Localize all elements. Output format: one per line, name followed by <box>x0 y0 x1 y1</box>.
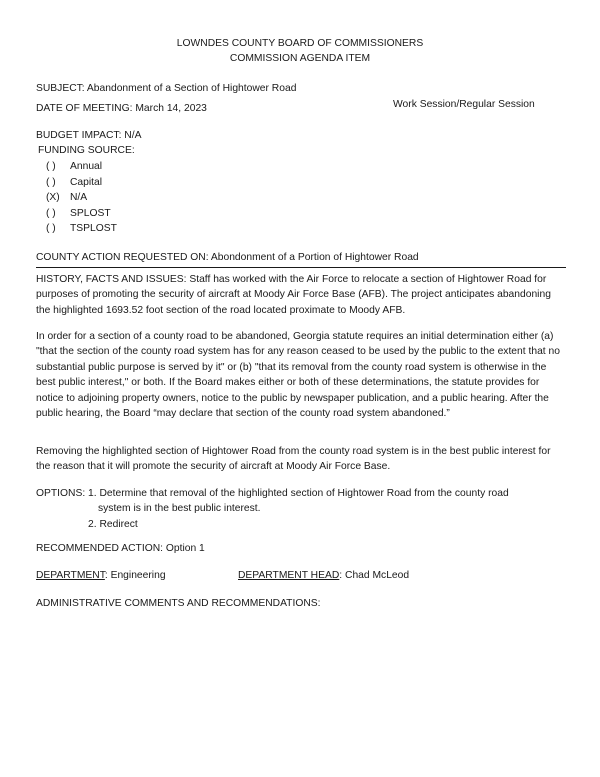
department-head-value: : Chad McLeod <box>339 570 410 581</box>
funding-source-options <box>46 159 117 237</box>
option-2: 2. Redirect <box>88 518 138 530</box>
funding-source-label: FUNDING SOURCE: <box>38 145 135 156</box>
funding-option-label: Capital <box>70 176 103 188</box>
funding-option-box: ( ) <box>46 176 56 188</box>
funding-option <box>46 221 117 237</box>
recommended-action: RECOMMENDED ACTION: Option 1 <box>36 543 205 554</box>
funding-option <box>46 206 117 222</box>
meeting-date: DATE OF MEETING: March 14, 2023 <box>36 103 207 114</box>
department-value: : Engineering <box>104 570 166 581</box>
removal-paragraph: Removing the highlighted section of Hightower Road from the county road system is in the best public interest for the reason that it will promote the security of aircraft at Moody Air Force Base. <box>36 446 551 473</box>
option-1-line-1: 1. Determine that removal of the highlighted section of Hightower Road from the county road <box>88 488 509 499</box>
funding-option-label: N/A <box>70 192 88 204</box>
budget-impact: BUDGET IMPACT: N/A <box>36 130 142 141</box>
agenda-item-title: COMMISSION AGENDA ITEM <box>229 53 371 64</box>
funding-option <box>46 190 117 206</box>
funding-option-label: SPLOST <box>70 207 111 219</box>
document-header <box>0 36 600 66</box>
session-type: Work Session/Regular Session <box>393 99 535 110</box>
options-list <box>88 486 509 532</box>
department-head-label: DEPARTMENT HEAD <box>238 570 340 581</box>
administrative-comments: ADMINISTRATIVE COMMENTS AND RECOMMENDATIONS: <box>36 598 321 609</box>
county-action-requested: COUNTY ACTION REQUESTED ON: Abondonment of a Portion of Hightower Road <box>36 252 419 263</box>
funding-option <box>46 159 117 175</box>
department <box>36 568 166 583</box>
funding-option <box>46 175 117 191</box>
funding-option-box: ( ) <box>46 223 56 235</box>
statute-paragraph: In order for a section of a county road to be abandoned, Georgia statute requires an initial determination either (a) "that the section of the county road system has for any reason ceased to be used by the public to the extent that no substantial public purpose is served by it" or (b) "that its removal from the county road system is otherwise in the best public interest," or both. If the Board makes either or both of these determinations, the statute provides for notice to adjoining property owners, notice to the public by newspaper publication, and a public hearing. After the public hearing, the Board “may declare that section of the county road system abandoned.” <box>36 331 560 420</box>
subject-line: SUBJECT: Abandonment of a Section of Hightower Road <box>36 83 297 94</box>
funding-option-box: ( ) <box>46 161 56 172</box>
options-label: OPTIONS: <box>36 488 86 499</box>
option-1-line-2: system is in the best public interest. <box>98 503 261 515</box>
funding-option-box: (X) <box>46 192 60 204</box>
funding-option-box: ( ) <box>46 207 56 219</box>
history-facts-issues: HISTORY, FACTS AND ISSUES: Staff has worked with the Air Force to relocate a section of Hightower Road for purposes of promoting the security of aircraft at Moody Air Force Base (AFB). The project anticipates abandoning the highlighted 1693.52 foot section of the road located proximate to Moody AFB. <box>36 274 551 316</box>
department-head <box>238 568 409 583</box>
funding-option-label: Annual <box>70 161 103 172</box>
board-title: LOWNDES COUNTY BOARD OF COMMISSIONERS <box>176 38 424 49</box>
funding-option-label: TSPLOST <box>70 223 117 235</box>
department-label: DEPARTMENT <box>36 570 105 581</box>
section-divider <box>36 267 566 268</box>
